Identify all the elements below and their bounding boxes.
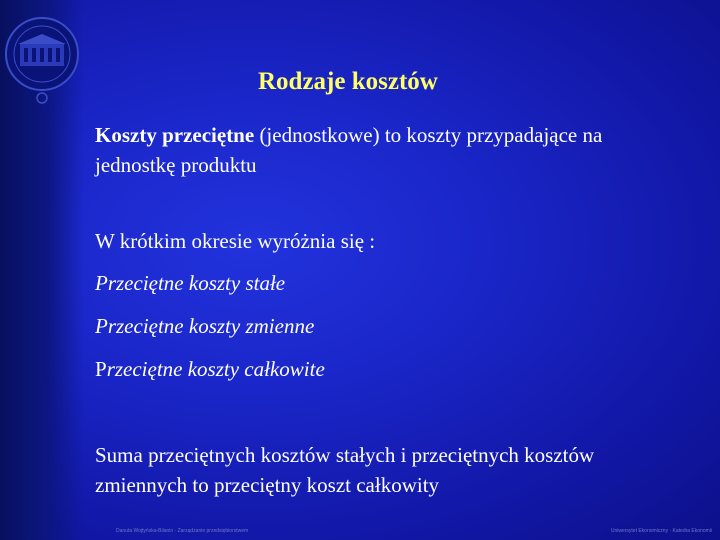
list-item-variable-costs: Przeciętne koszty zmienne (95, 314, 315, 338)
list-item-total-costs-initial: P (95, 357, 107, 381)
slide-title: Rodzaje kosztów (258, 68, 438, 95)
summary-line1: Suma przeciętnych kosztów stałych i przeciętnych kosztów (95, 443, 595, 467)
footer-right: Uniwersytet Ekonomiczny · Katedra Ekonomii (610, 528, 712, 534)
definition-paragraph (95, 120, 602, 180)
summary-paragraph (95, 440, 594, 500)
definition-text-line2: jednostkę produktu (95, 153, 257, 177)
definition-text: (jednostkowe) to koszty przypadające na (254, 123, 603, 147)
list-item-fixed-costs: Przeciętne koszty stałe (95, 271, 286, 295)
list-item-total-costs-rest: rzeciętne koszty całkowite (106, 357, 325, 381)
short-term-intro: W krótkim okresie wyróżnia się : (95, 229, 376, 253)
summary-line2: zmiennych to przeciętny koszt całkowity (95, 473, 440, 497)
list-item-total-costs (95, 354, 325, 384)
footer-left: Danuta Wojtyńska-Bilanin · Zarządzanie przedsiębiorstwem (116, 528, 249, 534)
university-seal-logo (2, 14, 82, 104)
definition-term: Koszty przeciętne (95, 123, 255, 147)
